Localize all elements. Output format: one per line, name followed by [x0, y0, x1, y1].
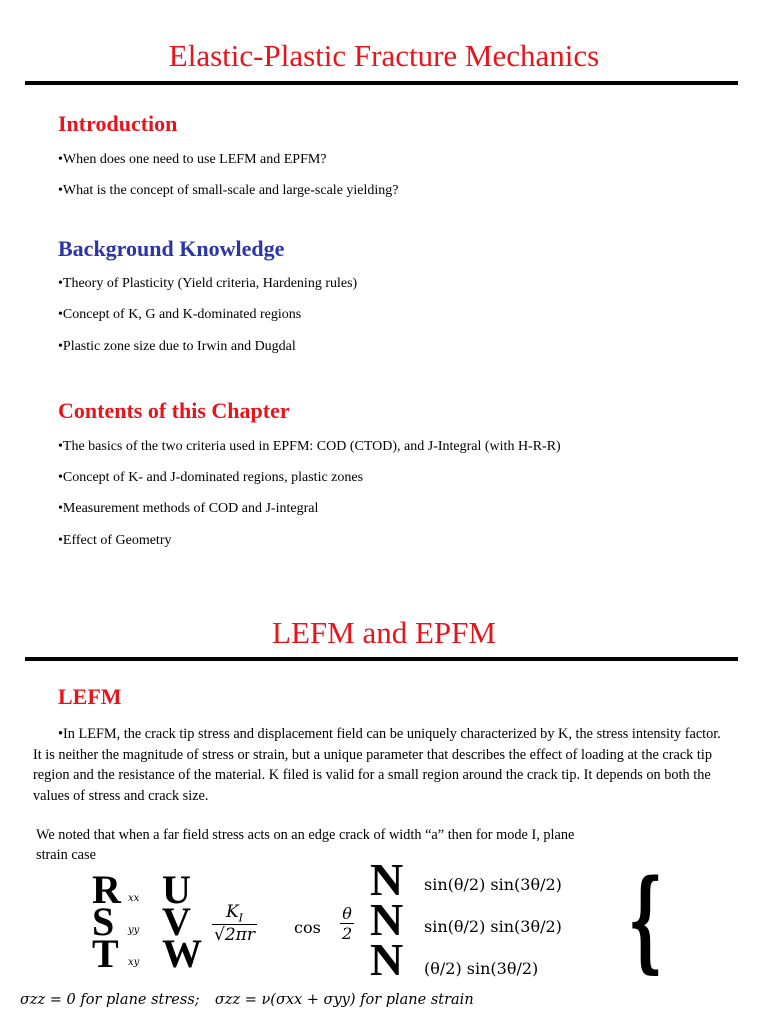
eq-k-fraction — [212, 902, 257, 945]
eq-letter-u: U — [162, 867, 191, 912]
eq-cos: cos — [294, 918, 321, 937]
background-bullet-1: •Theory of Plasticity (Yield criteria, Hardening rules) — [58, 276, 358, 291]
eq-subscript-xy: xy — [128, 957, 140, 968]
eq-letter-s: S — [92, 899, 115, 944]
eq-subscript-yy: yy — [128, 925, 140, 936]
introduction-heading: Introduction — [58, 111, 178, 136]
contents-bullet-3: •Measurement methods of COD and J-integral — [58, 501, 319, 516]
background-bullet-2: •Concept of K, G and K-dominated regions — [58, 307, 302, 322]
intro-bullet-2: •What is the concept of small-scale and large-scale yielding? — [58, 183, 399, 198]
contents-bullet-4: •Effect of Geometry — [58, 533, 172, 548]
slide2-divider — [25, 657, 738, 661]
far-field-note: We noted that when a far field stress acts on an edge crack of width “a” then for mode I, plane strain case — [36, 827, 575, 863]
eq-two: 2 — [342, 924, 353, 943]
slide2-title: LEFM and EPFM — [272, 615, 496, 650]
eq-row-1: sin(θ/2) sin(3θ/2) — [424, 875, 562, 894]
lefm-paragraph: •In LEFM, the crack tip stress and displacement field can be uniquely characterized by K, the stress intensity factor. It is neither the magnitude of stress or strain, but a unique parameter that describes the effect of loading at the crack tip region and the resistance of the material. K filed is valid for a small region around the crack tip. It depends on both the values of stress and crack size. — [33, 726, 721, 804]
eq-k: K — [225, 902, 239, 922]
contents-bullet-1: •The basics of the two criteria used in EPFM: COD (CTOD), and J-Integral (with H-R-R) — [58, 439, 561, 454]
plane-stress-strain-note — [20, 992, 474, 1009]
stress-field-equation — [0, 854, 768, 990]
contents-bullet-2: •Concept of K- and J-dominated regions, plastic zones — [58, 470, 364, 485]
eq-letter-w: W — [162, 931, 202, 976]
eq-denominator: √2πr — [214, 925, 255, 946]
eq-k-sub: I — [238, 911, 243, 925]
eq-letter-n-2: N — [370, 894, 400, 945]
plane-stress-text: σzz = 0 for plane stress; — [20, 992, 200, 1008]
eq-letter-n-1: N — [370, 854, 400, 905]
eq-letter-r: R — [92, 867, 121, 912]
eq-cos-fraction — [340, 904, 354, 943]
contents-heading: Contents of this Chapter — [58, 398, 290, 423]
eq-letter-n-3: N — [370, 934, 400, 985]
eq-right-brace: { — [627, 855, 664, 984]
eq-row-3: (θ/2) sin(3θ/2) — [424, 959, 539, 978]
eq-letter-t: T — [92, 931, 119, 976]
plane-strain-text: σzz = ν(σxx + σyy) for plane strain — [214, 992, 474, 1008]
background-bullet-3: •Plastic zone size due to Irwin and Dugdal — [58, 339, 296, 354]
intro-bullet-1: •When does one need to use LEFM and EPFM? — [58, 152, 327, 167]
lefm-heading: LEFM — [58, 684, 122, 709]
slide1-divider — [25, 81, 738, 85]
background-heading: Background Knowledge — [58, 236, 285, 261]
eq-theta: θ — [340, 904, 354, 924]
eq-letter-v: V — [162, 899, 191, 944]
eq-row-2: sin(θ/2) sin(3θ/2) — [424, 917, 562, 936]
slide1-title: Elastic-Plastic Fracture Mechanics — [168, 38, 600, 73]
eq-subscript-xx: xx — [128, 893, 140, 904]
